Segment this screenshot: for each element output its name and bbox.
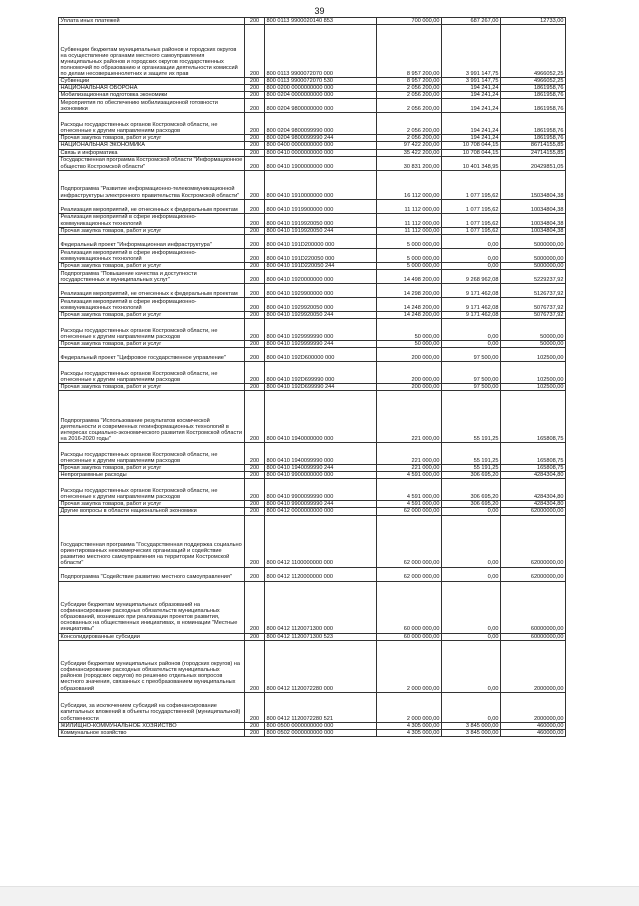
row-name: Федеральный проект "Цифровое государственное управление" [59,348,245,362]
page-number: 39 [314,6,325,16]
row-unexecuted-amount: 5000000,00 [501,262,566,269]
row-executed-amount: 687 267,00 [442,18,501,25]
row-approved-amount: 97 422 200,00 [377,142,442,149]
row-approved-amount: 2 056 200,00 [377,113,442,135]
table-row [59,283,566,297]
table-row [59,262,566,269]
row-classification-code: 800 0204 9800099990 000 [265,113,377,135]
row-approved-amount: 2 056 200,00 [377,135,442,142]
row-line-code: 200 [245,340,265,347]
table-row [59,170,566,199]
row-unexecuted-amount: 5076737,92 [501,297,566,311]
row-name: Подпрограмма "Использование результатов космической деятельности и современных геоинформационных технологий в интересах социально-экономического развития Костромской области на 2016-2020 годы" [59,391,245,443]
table-row [59,581,566,633]
row-classification-code: 800 0410 191D220050 244 [265,262,377,269]
row-classification-code: 800 0410 1929920050 000 [265,297,377,311]
row-unexecuted-amount: 165808,75 [501,465,566,472]
row-name: Субсидии, за исключением субсидий на софинансирование капитальных вложений в объекты государственной (муниципальной) собственности [59,692,245,722]
row-approved-amount: 221 000,00 [377,465,442,472]
row-name: Подпрограмма "Повышение качества и доступности государственных и муниципальных услуг" [59,269,245,283]
row-line-code: 200 [245,248,265,262]
row-unexecuted-amount: 12733,00 [501,18,566,25]
row-unexecuted-amount: 102500,00 [501,348,566,362]
row-name: Непрограммные расходы [59,472,245,479]
row-unexecuted-amount: 10034804,38 [501,199,566,213]
row-executed-amount: 194 241,24 [442,135,501,142]
table-row [59,311,566,318]
row-executed-amount: 9 171 462,08 [442,283,501,297]
row-approved-amount: 221 000,00 [377,391,442,443]
row-name: Реализация мероприятий, не отнесенных к федеральным проектам [59,199,245,213]
row-name: Подпрограмма "Содействие развитию местного самоуправления" [59,567,245,581]
row-classification-code: 800 0204 0000000000 000 [265,92,377,99]
row-name: Подпрограмма "Развитие информационно-телекоммуникационной инфраструктуры электронного правительства Костромской области" [59,170,245,199]
row-unexecuted-amount: 60000000,00 [501,633,566,640]
row-name: Расходы государственных органов Костромской области, не отнесенные к другим направлениям расходов [59,443,245,465]
row-executed-amount: 0,00 [442,581,501,633]
row-classification-code: 800 0410 1929900000 000 [265,283,377,297]
row-approved-amount: 14 298 200,00 [377,283,442,297]
row-line-code: 200 [245,465,265,472]
table-row [59,99,566,113]
table-row [59,443,566,465]
row-unexecuted-amount: 102500,00 [501,384,566,391]
row-unexecuted-amount: 460000,00 [501,722,566,729]
row-line-code: 200 [245,729,265,736]
row-unexecuted-amount: 5229237,92 [501,269,566,283]
row-line-code: 200 [245,199,265,213]
row-classification-code: 800 0410 1919920050 244 [265,227,377,234]
row-approved-amount: 14 248 200,00 [377,297,442,311]
row-approved-amount: 5 000 000,00 [377,248,442,262]
row-approved-amount: 11 112 000,00 [377,199,442,213]
row-executed-amount: 9 268 962,08 [442,269,501,283]
row-name: Мероприятия по обеспечению мобилизационной готовности экономики [59,99,245,113]
row-line-code: 200 [245,269,265,283]
row-executed-amount: 194 241,24 [442,113,501,135]
table-row [59,729,566,736]
row-name: Расходы государственных органов Костромской области, не отнесенные к другим направлениям расходов [59,362,245,384]
table-row [59,78,566,85]
row-executed-amount: 0,00 [442,515,501,567]
row-approved-amount: 4 305 000,00 [377,729,442,736]
row-unexecuted-amount: 102500,00 [501,362,566,384]
row-executed-amount: 0,00 [442,340,501,347]
row-executed-amount: 306 695,20 [442,501,501,508]
row-line-code: 200 [245,318,265,340]
row-classification-code: 800 0412 1120071300 000 [265,581,377,633]
row-name: НАЦИОНАЛЬНАЯ ОБОРОНА [59,85,245,92]
row-line-code: 200 [245,362,265,384]
row-classification-code: 800 0410 9900099990 244 [265,501,377,508]
table-row [59,391,566,443]
row-unexecuted-amount: 60000000,00 [501,581,566,633]
row-line-code: 200 [245,640,265,692]
table-row [59,692,566,722]
row-name: Субвенции [59,78,245,85]
row-executed-amount: 306 695,20 [442,479,501,501]
row-unexecuted-amount: 5000000,00 [501,248,566,262]
row-executed-amount: 97 500,00 [442,348,501,362]
row-classification-code: 800 0200 0000000000 000 [265,85,377,92]
row-executed-amount: 0,00 [442,508,501,515]
row-classification-code: 800 0410 9900099990 000 [265,479,377,501]
row-executed-amount: 0,00 [442,262,501,269]
row-line-code: 200 [245,567,265,581]
row-line-code: 200 [245,722,265,729]
table-row [59,269,566,283]
row-unexecuted-amount: 20429851,05 [501,156,566,170]
row-executed-amount: 9 171 462,08 [442,311,501,318]
table-row [59,135,566,142]
row-line-code: 200 [245,501,265,508]
row-unexecuted-amount: 1861958,76 [501,99,566,113]
row-classification-code: 800 0410 192D699990 000 [265,362,377,384]
row-unexecuted-amount: 4284304,80 [501,501,566,508]
table-row [59,567,566,581]
row-line-code: 200 [245,227,265,234]
row-name: Субсидии бюджетам муниципальных образований на софинансирование расходных обязательств муниципальных образований, возникших при реализации проектов развития, основанных на общественных инициативах, в номинации "Местные инициативы" [59,581,245,633]
row-line-code: 200 [245,297,265,311]
row-unexecuted-amount: 50000,00 [501,318,566,340]
table-row [59,362,566,384]
row-classification-code: 800 0113 9900072070 530 [265,78,377,85]
table-row [59,18,566,25]
row-name: Прочая закупка товаров, работ и услуг [59,135,245,142]
table-row [59,384,566,391]
table-row [59,479,566,501]
row-name: Реализация мероприятий, не отнесенных к федеральным проектам [59,283,245,297]
table-row [59,25,566,78]
row-approved-amount: 200 000,00 [377,384,442,391]
row-approved-amount: 60 000 000,00 [377,581,442,633]
row-classification-code: 800 0410 1940099990 244 [265,465,377,472]
row-unexecuted-amount: 1861958,76 [501,92,566,99]
row-classification-code: 800 0410 1929920050 244 [265,311,377,318]
row-approved-amount: 5 000 000,00 [377,262,442,269]
row-line-code: 200 [245,113,265,135]
row-executed-amount: 0,00 [442,318,501,340]
row-unexecuted-amount: 4966052,25 [501,78,566,85]
row-executed-amount: 0,00 [442,633,501,640]
row-name: Прочая закупка товаров, работ и услуг [59,340,245,347]
row-name: Прочая закупка товаров, работ и услуг [59,227,245,234]
row-executed-amount: 194 241,24 [442,85,501,92]
row-line-code: 200 [245,472,265,479]
row-line-code: 200 [245,170,265,199]
viewer-bottom-band [0,886,639,906]
row-line-code: 200 [245,283,265,297]
row-classification-code: 800 0412 1100000000 000 [265,515,377,567]
row-line-code: 200 [245,213,265,227]
row-line-code: 200 [245,262,265,269]
row-classification-code: 800 0410 9900000000 000 [265,472,377,479]
row-approved-amount: 60 000 000,00 [377,633,442,640]
row-executed-amount: 9 171 462,08 [442,297,501,311]
row-line-code: 200 [245,92,265,99]
row-line-code: 200 [245,391,265,443]
row-line-code: 200 [245,443,265,465]
row-approved-amount: 4 591 000,00 [377,472,442,479]
table-row [59,227,566,234]
row-unexecuted-amount: 2000000,00 [501,692,566,722]
row-executed-amount: 55 191,25 [442,391,501,443]
row-classification-code: 800 0502 0000000000 000 [265,729,377,736]
row-classification-code: 800 0204 9800000000 000 [265,99,377,113]
table-row [59,248,566,262]
row-name: Прочая закупка товаров, работ и услуг [59,311,245,318]
row-name: Расходы государственных органов Костромской области, не отнесенные к другим направлениям расходов [59,113,245,135]
row-name: Прочая закупка товаров, работ и услуг [59,262,245,269]
row-executed-amount: 10 708 044,15 [442,142,501,149]
row-unexecuted-amount: 2000000,00 [501,640,566,692]
row-approved-amount: 5 000 000,00 [377,234,442,248]
row-approved-amount: 30 831 200,00 [377,156,442,170]
row-line-code: 200 [245,78,265,85]
table-row [59,234,566,248]
row-approved-amount: 35 422 200,00 [377,149,442,156]
row-approved-amount: 50 000,00 [377,318,442,340]
row-approved-amount: 11 112 000,00 [377,213,442,227]
row-name: Субсидии бюджетам муниципальных районов (городских округов) на софинансирование расходных обязательств муниципальных районов (городских округов) по решению отдельных вопросов местного значения, связанных с преобразованием муниципальных образований [59,640,245,692]
row-line-code: 200 [245,633,265,640]
row-approved-amount: 200 000,00 [377,362,442,384]
row-classification-code: 800 0410 191D220050 000 [265,248,377,262]
row-executed-amount: 1 077 195,62 [442,170,501,199]
row-name: Расходы государственных органов Костромской области, не отнесенные к другим направлениям расходов [59,479,245,501]
row-approved-amount: 2 000 000,00 [377,692,442,722]
row-classification-code: 800 0410 0000000000 000 [265,149,377,156]
row-line-code: 200 [245,479,265,501]
row-approved-amount: 2 000 000,00 [377,640,442,692]
table-row [59,85,566,92]
row-classification-code: 800 0500 0000000000 000 [265,722,377,729]
row-classification-code: 800 0410 1940000000 000 [265,391,377,443]
row-name: Мобилизационная подготовка экономики [59,92,245,99]
table-row [59,472,566,479]
row-classification-code: 800 0410 1910000000 000 [265,170,377,199]
table-row [59,640,566,692]
row-executed-amount: 55 191,25 [442,443,501,465]
row-line-code: 200 [245,25,265,78]
row-executed-amount: 306 695,20 [442,472,501,479]
row-line-code: 200 [245,142,265,149]
row-approved-amount: 62 000 000,00 [377,515,442,567]
row-line-code: 200 [245,234,265,248]
row-executed-amount: 1 077 195,62 [442,227,501,234]
table-row [59,340,566,347]
row-executed-amount: 194 241,24 [442,92,501,99]
row-name: Коммунальное хозяйство [59,729,245,736]
row-unexecuted-amount: 5126737,92 [501,283,566,297]
row-name: Прочая закупка товаров, работ и услуг [59,465,245,472]
row-approved-amount: 14 498 200,00 [377,269,442,283]
row-name: Государственная программа "Государственная поддержка социально ориентированных некоммерческих организаций и содействие развитию местного самоуправления на территории Костромской области" [59,515,245,567]
row-name: Государственная программа Костромской области "Информационное общество Костромской области" [59,156,245,170]
table-row [59,149,566,156]
row-classification-code: 800 0410 1919920050 000 [265,213,377,227]
row-executed-amount: 1 077 195,62 [442,199,501,213]
row-classification-code: 800 0412 1120071300 523 [265,633,377,640]
row-classification-code: 800 0410 192D699990 244 [265,384,377,391]
row-line-code: 200 [245,85,265,92]
row-approved-amount: 14 248 200,00 [377,311,442,318]
row-name: Субвенции бюджетам муниципальных районов и городских округов на осуществление органами местного самоуправления муниципальных районов и городских округов государственных полномочий по образованию и организации деятельности комиссий по делам несовершеннолетних и защите их прав [59,25,245,78]
row-executed-amount: 0,00 [442,248,501,262]
row-unexecuted-amount: 62000000,00 [501,508,566,515]
row-executed-amount: 0,00 [442,567,501,581]
row-executed-amount: 3 991 147,75 [442,25,501,78]
row-unexecuted-amount: 10034804,38 [501,213,566,227]
row-name: НАЦИОНАЛЬНАЯ ЭКОНОМИКА [59,142,245,149]
row-line-code: 200 [245,135,265,142]
row-approved-amount: 50 000,00 [377,340,442,347]
table-row [59,348,566,362]
row-classification-code: 800 0113 9900072070 000 [265,25,377,78]
row-unexecuted-amount: 62000000,00 [501,515,566,567]
row-unexecuted-amount: 165808,75 [501,443,566,465]
budget-execution-table [58,17,566,737]
row-line-code: 200 [245,581,265,633]
row-name: Реализация мероприятий в сфере информационно-коммуникационных технологий [59,297,245,311]
row-classification-code: 800 0410 192D600000 000 [265,348,377,362]
row-approved-amount: 4 305 000,00 [377,722,442,729]
row-name: Реализация мероприятий в сфере информационно-коммуникационных технологий [59,213,245,227]
row-executed-amount: 194 241,24 [442,99,501,113]
row-classification-code: 800 0410 1929999990 244 [265,340,377,347]
row-unexecuted-amount: 4284304,80 [501,472,566,479]
row-unexecuted-amount: 15034804,38 [501,170,566,199]
row-line-code: 200 [245,311,265,318]
row-approved-amount: 2 056 200,00 [377,92,442,99]
row-approved-amount: 221 000,00 [377,443,442,465]
row-unexecuted-amount: 165808,75 [501,391,566,443]
row-line-code: 200 [245,508,265,515]
table-row [59,515,566,567]
row-unexecuted-amount: 1861958,76 [501,113,566,135]
row-approved-amount: 62 000 000,00 [377,567,442,581]
row-approved-amount: 4 591 000,00 [377,479,442,501]
table-row [59,199,566,213]
row-unexecuted-amount: 5000000,00 [501,234,566,248]
row-unexecuted-amount: 50000,00 [501,340,566,347]
row-line-code: 200 [245,149,265,156]
row-approved-amount: 62 000 000,00 [377,508,442,515]
row-line-code: 200 [245,156,265,170]
row-approved-amount: 2 056 200,00 [377,85,442,92]
row-executed-amount: 10 401 348,95 [442,156,501,170]
row-approved-amount: 4 591 000,00 [377,501,442,508]
row-classification-code: 800 0410 1929999990 000 [265,318,377,340]
row-name: ЖИЛИЩНО-КОММУНАЛЬНОЕ ХОЗЯЙСТВО [59,722,245,729]
row-name: Консолидированные субсидии [59,633,245,640]
row-classification-code: 800 0400 0000000000 000 [265,142,377,149]
row-executed-amount: 0,00 [442,692,501,722]
row-classification-code: 800 0410 1940099990 000 [265,443,377,465]
row-classification-code: 800 0412 1120072280 521 [265,692,377,722]
row-line-code: 200 [245,99,265,113]
row-approved-amount: 11 112 000,00 [377,227,442,234]
row-classification-code: 800 0410 1900000000 000 [265,156,377,170]
row-line-code: 200 [245,18,265,25]
row-line-code: 200 [245,384,265,391]
row-approved-amount: 700 000,00 [377,18,442,25]
row-classification-code: 800 0412 1120072280 000 [265,640,377,692]
row-executed-amount: 10 708 044,15 [442,149,501,156]
row-executed-amount: 1 077 195,62 [442,213,501,227]
row-unexecuted-amount: 460000,00 [501,729,566,736]
row-executed-amount: 3 845 000,00 [442,722,501,729]
row-executed-amount: 55 191,25 [442,465,501,472]
row-approved-amount: 8 957 200,00 [377,25,442,78]
row-unexecuted-amount: 24714155,85 [501,149,566,156]
row-line-code: 200 [245,515,265,567]
row-name: Другие вопросы в области национальной экономики [59,508,245,515]
row-classification-code: 800 0410 1919900000 000 [265,199,377,213]
row-name: Реализация мероприятий в сфере информационно-коммуникационных технологий [59,248,245,262]
table-row [59,318,566,340]
row-approved-amount: 2 056 200,00 [377,99,442,113]
row-classification-code: 800 0410 191D200000 000 [265,234,377,248]
row-classification-code: 800 0410 1920000000 000 [265,269,377,283]
row-executed-amount: 0,00 [442,640,501,692]
row-approved-amount: 200 000,00 [377,348,442,362]
table-row [59,465,566,472]
table-row [59,508,566,515]
row-executed-amount: 97 500,00 [442,362,501,384]
row-executed-amount: 3 845 000,00 [442,729,501,736]
row-unexecuted-amount: 1861958,76 [501,85,566,92]
row-name: Федеральный проект "Информационная инфраструктура" [59,234,245,248]
row-unexecuted-amount: 5076737,92 [501,311,566,318]
row-approved-amount: 8 957 200,00 [377,78,442,85]
table-row [59,633,566,640]
table-body [59,18,566,737]
row-name: Уплата иных платежей [59,18,245,25]
row-unexecuted-amount: 10034804,38 [501,227,566,234]
row-unexecuted-amount: 4966052,25 [501,25,566,78]
row-unexecuted-amount: 1861958,76 [501,135,566,142]
row-classification-code: 800 0113 9900020140 853 [265,18,377,25]
row-classification-code: 800 0412 0000000000 000 [265,508,377,515]
row-approved-amount: 16 112 000,00 [377,170,442,199]
row-unexecuted-amount: 86714155,85 [501,142,566,149]
table-row [59,722,566,729]
table-row [59,92,566,99]
table-row [59,213,566,227]
row-executed-amount: 3 991 147,75 [442,78,501,85]
table-row [59,297,566,311]
row-executed-amount: 0,00 [442,234,501,248]
row-executed-amount: 97 500,00 [442,384,501,391]
row-line-code: 200 [245,692,265,722]
row-name: Прочая закупка товаров, работ и услуг [59,384,245,391]
row-name: Связь и информатика [59,149,245,156]
table-row [59,113,566,135]
row-classification-code: 800 0204 9800099990 244 [265,135,377,142]
row-name: Расходы государственных органов Костромской области, не отнесенные к другим направлениям расходов [59,318,245,340]
table-row [59,142,566,149]
row-name: Прочая закупка товаров, работ и услуг [59,501,245,508]
table-row [59,156,566,170]
row-unexecuted-amount: 4284304,80 [501,479,566,501]
row-classification-code: 800 0412 1120000000 000 [265,567,377,581]
row-unexecuted-amount: 62000000,00 [501,567,566,581]
row-line-code: 200 [245,348,265,362]
table-row [59,501,566,508]
